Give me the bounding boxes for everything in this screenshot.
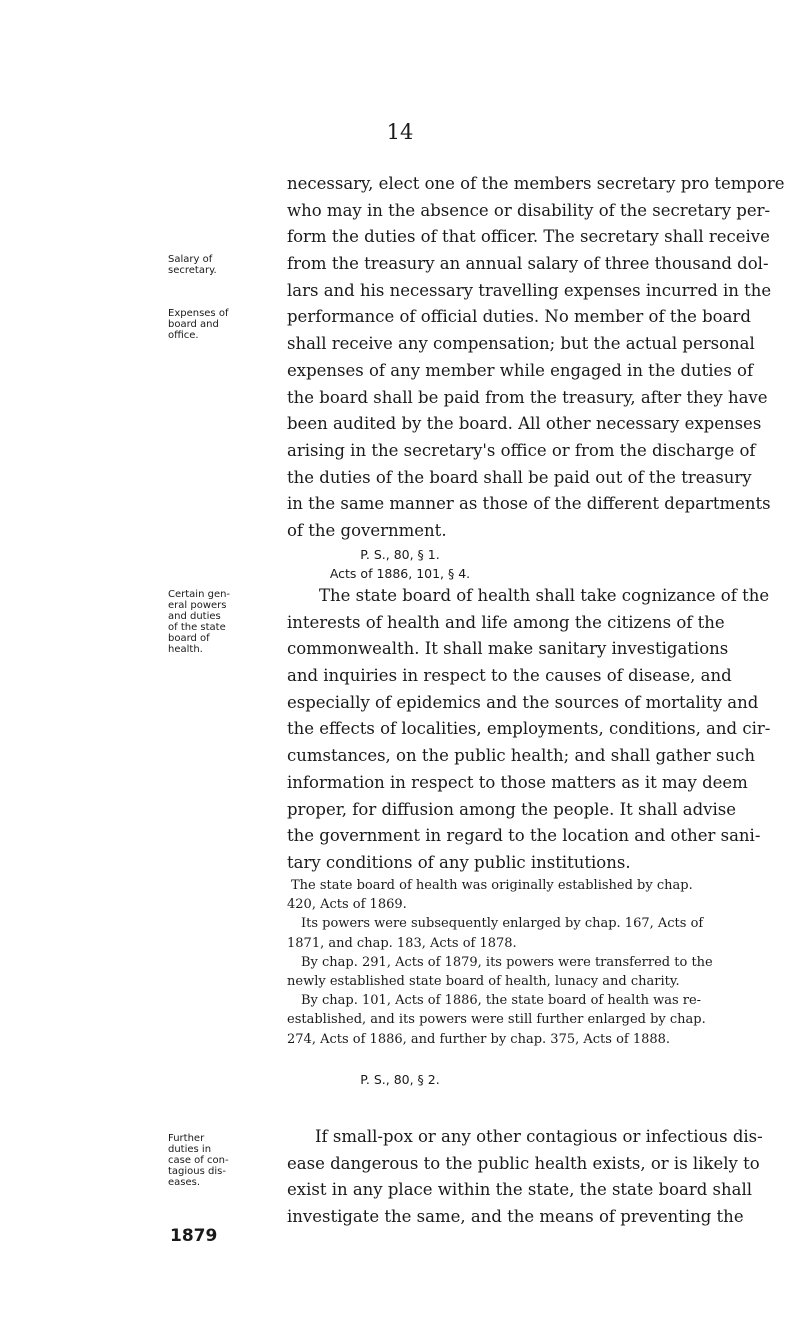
- note-line: 274, Acts of 1886, and further by chap. 375, Acts of 1888.: [287, 1031, 671, 1047]
- margin-note-line: Salary of: [168, 254, 213, 265]
- margin-note-line: tagious dis-: [168, 1166, 226, 1177]
- margin-note-general-powers: [168, 589, 280, 655]
- citation-ps-80-1: P. S., 80, § 1.: [360, 547, 440, 562]
- text-line: the government in regard to the location and other sani-: [287, 826, 761, 846]
- text-line: commonwealth. It shall make sanitary investigations: [287, 639, 729, 659]
- text-line: interests of health and life among the citizens of the: [287, 612, 725, 632]
- margin-note-line: office.: [168, 330, 199, 341]
- note-line: 1871, and chap. 183, Acts of 1878.: [287, 935, 517, 951]
- text-line: shall receive any compensation; but the actual personal: [287, 334, 755, 354]
- text-line: the board shall be paid from the treasury, after they have: [287, 387, 768, 407]
- margin-note-line: Further: [168, 1133, 205, 1144]
- note-line: The state board of health was originally established by chap.: [291, 878, 693, 893]
- text-line: arising in the secretary's office or from the discharge of: [287, 440, 756, 460]
- text-line: form the duties of that officer. The secretary shall receive: [287, 227, 770, 247]
- margin-note-line: board of: [168, 633, 210, 644]
- margin-note-line: secretary.: [168, 265, 217, 276]
- margin-note-contagious: [168, 1133, 280, 1188]
- text-line: The state board of health shall take cognizance of the: [319, 586, 770, 605]
- margin-note-line: health.: [168, 644, 203, 655]
- text-line: the duties of the board shall be paid out of the treasury: [287, 467, 752, 487]
- section-1-paragraph: [287, 171, 785, 545]
- section-2-paragraph: [287, 583, 771, 877]
- text-line: in the same manner as those of the different departments: [287, 494, 771, 514]
- margin-note-line: eases.: [168, 1177, 201, 1188]
- text-line: who may in the absence or disability of the secretary per-: [287, 200, 771, 220]
- text-line: cumstances, on the public health; and shall gather such: [287, 746, 755, 766]
- text-line: lars and his necessary travelling expenses incurred in the: [287, 280, 772, 300]
- text-line: information in respect to those matters as it may deem: [287, 772, 748, 792]
- margin-note-line: of the state: [168, 622, 226, 633]
- text-line: performance of official duties. No member of the board: [287, 307, 751, 327]
- note-line: By chap. 291, Acts of 1879, its powers were transferred to the: [301, 954, 713, 970]
- text-line: from the treasury an annual salary of three thousand dol-: [287, 254, 769, 274]
- note-line: Its powers were subsequently enlarged by chap. 167, Acts of: [301, 916, 704, 932]
- margin-note-expenses: [168, 308, 280, 341]
- text-line: proper, for diffusion among the people. It shall advise: [287, 799, 737, 819]
- text-line: exist in any place within the state, the state board shall: [287, 1180, 753, 1200]
- text-line: been audited by the board. All other necessary expenses: [287, 414, 762, 434]
- margin-note-line: duties in: [168, 1144, 212, 1155]
- note-line: 420, Acts of 1869.: [287, 897, 407, 913]
- text-line: ease dangerous to the public health exists, or is likely to: [287, 1153, 760, 1173]
- citation-acts-1886: Acts of 1886, 101, § 4.: [329, 566, 471, 581]
- text-line: If small-pox or any other contagious or infectious dis-: [315, 1127, 763, 1146]
- text-line: necessary, elect one of the members secretary pro tempore: [287, 174, 785, 193]
- margin-note-salary: [168, 254, 280, 276]
- text-line: expenses of any member while engaged in the duties of: [287, 360, 754, 380]
- historical-note: [287, 876, 713, 1049]
- text-line: investigate the same, and the means of preventing the: [287, 1207, 744, 1227]
- page-number: 14: [386, 120, 414, 144]
- text-line: especially of epidemics and the sources of mortality and: [287, 692, 759, 712]
- citation-ps-80-2: P. S., 80, § 2.: [360, 1072, 440, 1087]
- margin-note-line: board and: [168, 319, 219, 330]
- text-line: of the government.: [287, 520, 447, 540]
- text-line: tary conditions of any public institutions.: [287, 852, 631, 872]
- margin-note-line: case of con-: [168, 1155, 229, 1166]
- note-line: established, and its powers were still further enlarged by chap.: [287, 1012, 706, 1028]
- text-line: and inquiries in respect to the causes of disease, and: [287, 666, 732, 686]
- note-line: newly established state board of health, lunacy and charity.: [287, 973, 680, 989]
- section-3-paragraph: [287, 1124, 763, 1231]
- margin-note-line: Expenses of: [168, 308, 229, 319]
- margin-note-line: Certain gen-: [168, 589, 231, 600]
- margin-note-line: and duties: [168, 611, 221, 622]
- margin-year: 1879: [170, 1226, 218, 1246]
- margin-note-line: eral powers: [168, 600, 227, 611]
- text-line: the effects of localities, employments, conditions, and cir-: [287, 719, 771, 739]
- note-line: By chap. 101, Acts of 1886, the state board of health was re-: [301, 993, 702, 1009]
